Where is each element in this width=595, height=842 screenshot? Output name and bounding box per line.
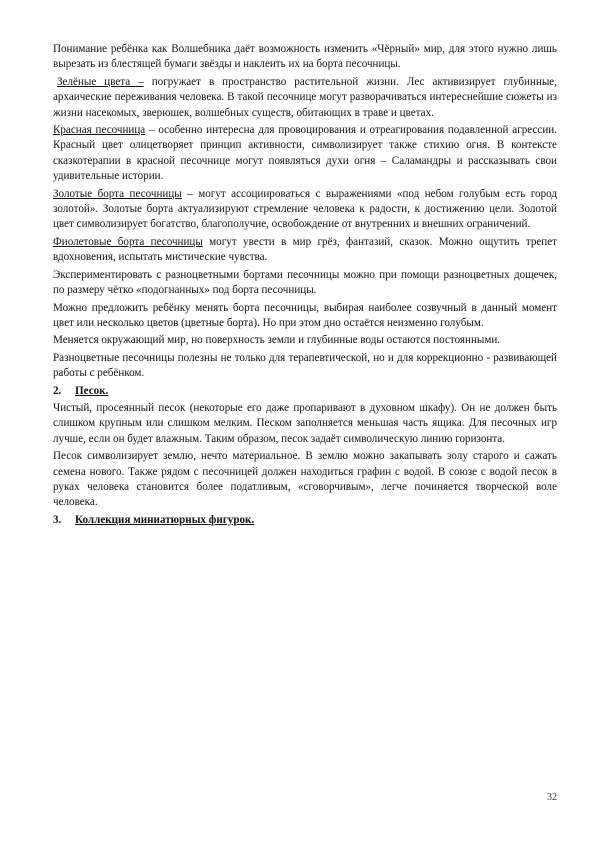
heading-sand bbox=[53, 384, 557, 399]
violet-title: Фиолетовые борта песочницы bbox=[53, 235, 203, 248]
paragraph-wizard: Понимание ребёнка как Волшебника даёт возможность изменить «Чёрный» мир, для этого нужно лишь вырезать из блестящей бумаги звёзды и наклеить их на борта песочницы. bbox=[53, 43, 557, 71]
paragraph-experiment: Экспериментировать с разноцветными бортами песочницы можно при помощи разноцветных дощечек, по размеру чётко «подогнанных» под борта песочницы. bbox=[53, 268, 557, 297]
red-text: – особенно интересна для провоцирования и отреагирования подавленной агрессии. Красный цвет олицетворяет принцип активности, символизирует также стихию огня. В контексте сказкотерапии в красной песочнице могут появляться духи огня – Саламандры и рассказывать свои удивительные истории. bbox=[53, 124, 558, 183]
heading-sand-number: 2. bbox=[53, 384, 62, 397]
heading-sand-title: Песок. bbox=[75, 384, 109, 397]
green-text: погружает в пространство растительной жизни. Лес активизирует глубинные, архаические переживания человека. В такой песочнице могут разворачиваться интереснейшие сюжеты из жизни насекомых, зверюшек, волшебных существ, обитающих в траве и цветах. bbox=[53, 75, 557, 119]
heading-figures-number: 3. bbox=[53, 513, 62, 526]
document-body bbox=[53, 42, 557, 530]
paragraph-green bbox=[53, 75, 557, 121]
heading-figures-title: Коллекция миниатюрных фигурок. bbox=[75, 513, 255, 526]
violet-text: могут увести в мир грёз, фантазий, сказок. Можно ощутить трепет вдохновения, испытать мистические чувства. bbox=[53, 235, 557, 264]
paragraph-gold bbox=[53, 187, 557, 233]
paragraph-red bbox=[53, 123, 557, 185]
gold-title: Золотые борта песочницы bbox=[53, 187, 182, 200]
paragraph-change-borders: Можно предложить ребёнку менять борта песочницы, выбирая наиболее созвучный в данный момент цвет или несколько цветов (цветные борта). Но при этом дно остаётся неизменно голубым. bbox=[53, 301, 557, 329]
gold-text: – могут ассоциироваться с выражениями «под небом голубым есть город золотой». Золотые борта актуализируют стремление человека к радости, к достижению цели. Золотой цвет символизирует богатство, благополучие, освобождение от внутренних и внешних ограничений. bbox=[53, 187, 557, 231]
paragraph-violet bbox=[53, 235, 557, 266]
red-title: Красная песочница bbox=[53, 124, 146, 137]
paragraph-multicolor: Разноцветные песочницы полезны не только для терапевтической, но и для коррекционно - развивающей работы с ребёнком. bbox=[53, 351, 557, 380]
paragraph-sand-symbol: Песок символизирует землю, нечто материальное. В землю можно закапывать золу старого и сажать семена нового. Также рядом с песочницей должен находиться графин с водой. В союзе с водой песок в руках человека становится более податливым, «сговорчивым», легче починяется творческой воле человека. bbox=[53, 450, 557, 509]
paragraph-world-changes: Меняется окружающий мир, но поверхность земли и глубинные воды остаются постоянными. bbox=[53, 334, 501, 347]
heading-figures bbox=[53, 513, 557, 528]
page-number: 32 bbox=[547, 792, 557, 803]
green-title: Зелёные цвета – bbox=[57, 75, 144, 88]
paragraph-clean-sand: Чистый, просеянный песок (некоторые его даже пропаривают в духовном шкафу). Он не должен быть слишком крупным или слишком мелким. Песком заполняется меньшая часть ящика. Для песочных игр лучше, если он будет влажным. Таким образом, песок задаёт символическую линию горизонта. bbox=[53, 401, 557, 445]
